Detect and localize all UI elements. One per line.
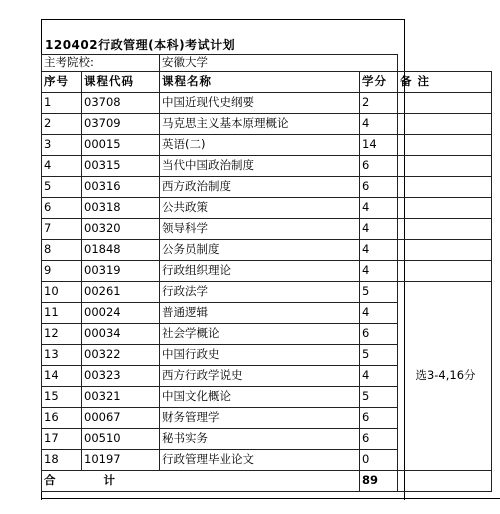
table-row xyxy=(42,156,492,177)
total-note xyxy=(398,471,492,492)
course-credit: 4 xyxy=(360,261,398,282)
course-credit: 6 xyxy=(360,156,398,177)
course-code: 00015 xyxy=(82,135,160,156)
total-row xyxy=(42,471,492,492)
course-code: 00319 xyxy=(82,261,160,282)
course-seq: 13 xyxy=(42,345,82,366)
course-seq: 14 xyxy=(42,366,82,387)
course-name: 社会学概论 xyxy=(160,324,360,345)
table-row xyxy=(42,93,492,114)
course-credit: 5 xyxy=(360,282,398,303)
course-code: 00510 xyxy=(82,429,160,450)
course-code: 00321 xyxy=(82,387,160,408)
course-note xyxy=(398,177,492,198)
course-name: 行政管理毕业论文 xyxy=(160,450,360,471)
course-seq: 8 xyxy=(42,240,82,261)
course-code: 00034 xyxy=(82,324,160,345)
elective-note: 选3-4,16分 xyxy=(398,282,492,471)
header-name: 课程名称 xyxy=(160,72,360,93)
course-note xyxy=(398,261,492,282)
course-credit: 0 xyxy=(360,450,398,471)
course-name: 公务员制度 xyxy=(160,240,360,261)
course-code: 03708 xyxy=(82,93,160,114)
total-label: 合 计 xyxy=(42,471,360,492)
course-code: 00024 xyxy=(82,303,160,324)
course-credit: 4 xyxy=(360,303,398,324)
course-seq: 16 xyxy=(42,408,82,429)
course-seq: 17 xyxy=(42,429,82,450)
course-note xyxy=(398,240,492,261)
header-code: 课程代码 xyxy=(82,72,160,93)
course-credit: 4 xyxy=(360,366,398,387)
course-name: 马克思主义基本原理概论 xyxy=(160,114,360,135)
table-row xyxy=(42,261,492,282)
course-code: 00315 xyxy=(82,156,160,177)
course-name: 中国近现代史纲要 xyxy=(160,93,360,114)
course-credit: 5 xyxy=(360,345,398,366)
course-name: 领导科学 xyxy=(160,219,360,240)
course-name: 西方政治制度 xyxy=(160,177,360,198)
course-note xyxy=(398,219,492,240)
document-frame-bottom xyxy=(41,498,500,500)
course-code: 00320 xyxy=(82,219,160,240)
course-code: 00322 xyxy=(82,345,160,366)
course-credit: 6 xyxy=(360,177,398,198)
course-credit: 14 xyxy=(360,135,398,156)
course-credit: 5 xyxy=(360,387,398,408)
course-credit: 6 xyxy=(360,408,398,429)
course-code: 00323 xyxy=(82,366,160,387)
course-seq: 7 xyxy=(42,219,82,240)
header-seq: 序号 xyxy=(42,72,82,93)
course-code: 00261 xyxy=(82,282,160,303)
course-note xyxy=(398,198,492,219)
course-note xyxy=(398,93,492,114)
course-name: 英语(二) xyxy=(160,135,360,156)
course-note xyxy=(398,135,492,156)
table-row xyxy=(42,282,492,303)
course-name: 财务管理学 xyxy=(160,408,360,429)
table-row xyxy=(42,114,492,135)
exam-plan-table xyxy=(41,54,492,492)
course-name: 中国行政史 xyxy=(160,345,360,366)
course-credit: 6 xyxy=(360,324,398,345)
course-code: 10197 xyxy=(82,450,160,471)
course-note xyxy=(398,114,492,135)
course-code: 03709 xyxy=(82,114,160,135)
course-seq: 5 xyxy=(42,177,82,198)
course-note xyxy=(398,156,492,177)
course-seq: 18 xyxy=(42,450,82,471)
course-seq: 1 xyxy=(42,93,82,114)
course-seq: 15 xyxy=(42,387,82,408)
school-label: 主考院校: xyxy=(42,55,160,72)
table-row xyxy=(42,219,492,240)
course-name: 公共政策 xyxy=(160,198,360,219)
course-name: 行政组织理论 xyxy=(160,261,360,282)
table-row xyxy=(42,198,492,219)
course-credit: 4 xyxy=(360,240,398,261)
school-row-blank xyxy=(398,55,492,72)
course-code: 01848 xyxy=(82,240,160,261)
course-seq: 12 xyxy=(42,324,82,345)
course-code: 00316 xyxy=(82,177,160,198)
course-seq: 2 xyxy=(42,114,82,135)
course-seq: 6 xyxy=(42,198,82,219)
course-name: 秘书实务 xyxy=(160,429,360,450)
course-credit: 6 xyxy=(360,429,398,450)
school-row xyxy=(42,55,492,72)
table-row xyxy=(42,177,492,198)
course-credit: 4 xyxy=(360,114,398,135)
total-credits: 89 xyxy=(360,471,398,492)
course-name: 普通逻辑 xyxy=(160,303,360,324)
course-name: 中国文化概论 xyxy=(160,387,360,408)
course-credit: 2 xyxy=(360,93,398,114)
table-row xyxy=(42,135,492,156)
course-credit: 4 xyxy=(360,198,398,219)
course-seq: 9 xyxy=(42,261,82,282)
course-credit: 4 xyxy=(360,219,398,240)
course-code: 00067 xyxy=(82,408,160,429)
school-name: 安徽大学 xyxy=(160,55,398,72)
header-note: 备 注 xyxy=(398,72,492,93)
course-name: 行政法学 xyxy=(160,282,360,303)
course-seq: 11 xyxy=(42,303,82,324)
course-seq: 4 xyxy=(42,156,82,177)
table-row xyxy=(42,240,492,261)
course-seq: 3 xyxy=(42,135,82,156)
header-credit: 学分 xyxy=(360,72,398,93)
course-code: 00318 xyxy=(82,198,160,219)
header-row xyxy=(42,72,492,93)
course-seq: 10 xyxy=(42,282,82,303)
page-title: 120402行政管理(本科)考试计划 xyxy=(45,38,236,52)
course-name: 当代中国政治制度 xyxy=(160,156,360,177)
course-name: 西方行政学说史 xyxy=(160,366,360,387)
